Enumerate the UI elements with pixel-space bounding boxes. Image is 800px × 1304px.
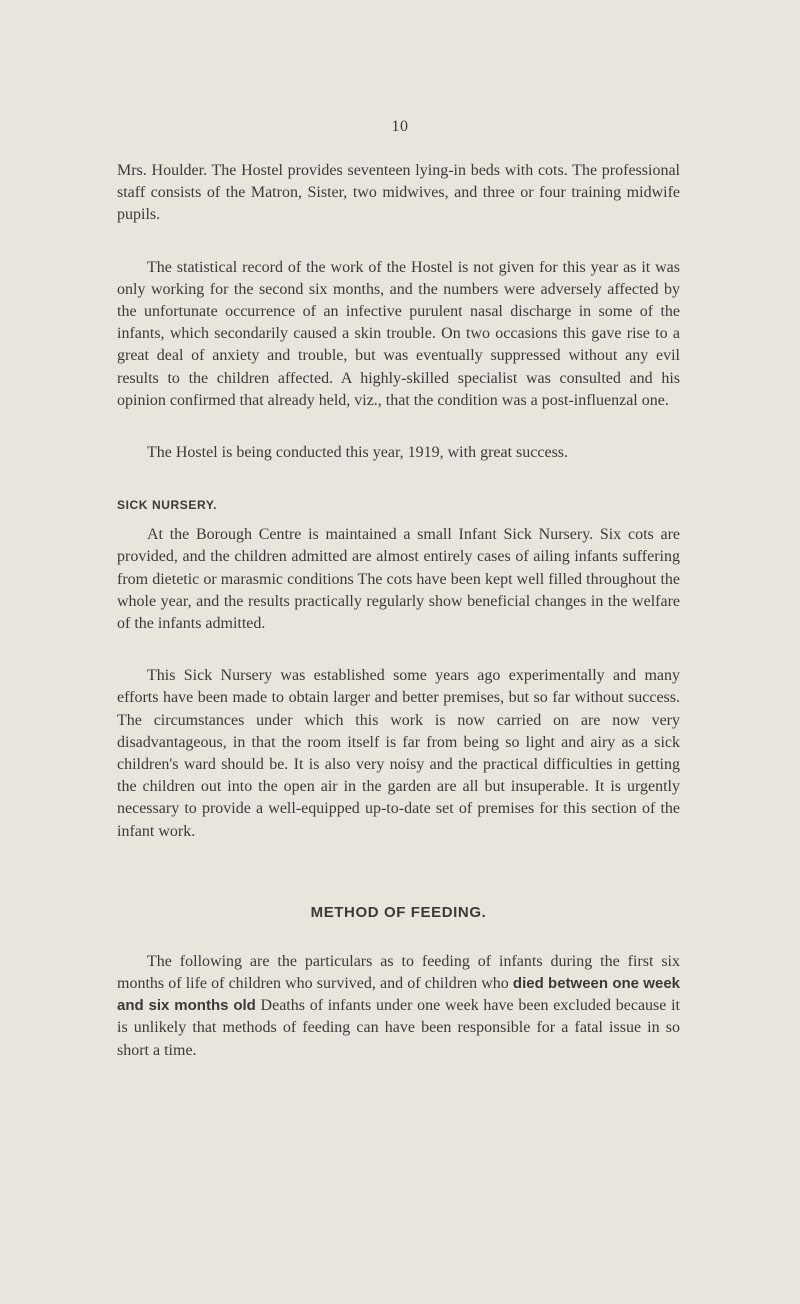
heading-sick-nursery: SICK NURSERY. (117, 498, 218, 513)
paragraph-sick-nursery: At the Borough Centre is maintained a small Infant Sick Nursery. Six cots are provided, and the children admitted are almost entirely cases of ailing infants suffering from dietetic or marasmic conditions The cots have been kept well filled throughout the whole year, and the results practically regularly show beneficial changes in the welfare of the infants admitted. (117, 526, 680, 633)
page-number: 10 (391, 118, 409, 135)
paragraph-sick-nursery-premises: This Sick Nursery was established some years ago experimentally and many efforts have been made to obtain larger and better premises, but so far without success. The circumstances under which this work is now carried on are now very disadvantageous, in that the room itself is far from being so light and airy as a sick children's ward should be. It is also very noisy and the practical difficulties in getting the children out into the open air in the garden are all but insuperable. It is urgently necessary to provide a well-equipped up-to-date set of premises for this section of the infant work. (117, 667, 680, 840)
heading-method-of-feeding: METHOD OF FEEDING. (310, 903, 487, 921)
paragraph-hostel-success: The Hostel is being conducted this year, 1919, with great success. (147, 444, 569, 462)
page-body (117, 160, 680, 1062)
feeding-text-end: Deaths of infants under one week have been excluded because it is unlikely that methods of feeding can have been responsible for a fatal issue in so short a time. (117, 997, 680, 1059)
paragraph-statistical-record: The statistical record of the work of the Hostel is not given for this year as it was only working for the second six months, and the numbers were adversely affected by the unfortunate occurrence of an infective purulent nasal discharge in some of the infants, which secondarily caused a skin trouble. On two occasions this gave rise to a great deal of anxiety and trouble, but was eventually suppressed without any evil results to the children affected. A highly-skilled specialist was consulted and his opinion confirmed that already held, viz., that the condition was a post-influenzal one. (117, 258, 680, 409)
paragraph-hostel-beds: Mrs. Houlder. The Hostel provides seventeen lying-in beds with cots. The professional staff consists of the Matron, Sister, two midwives, and three or four training midwife pupils. (117, 162, 680, 224)
paragraph-feeding-particulars (117, 951, 680, 1062)
feeding-text-start: The following are the particulars as to feeding of infants during the first six months of life of children who survived, and of children who (117, 952, 680, 993)
feeding-text-bold: died between one week and six months old (117, 975, 681, 1015)
